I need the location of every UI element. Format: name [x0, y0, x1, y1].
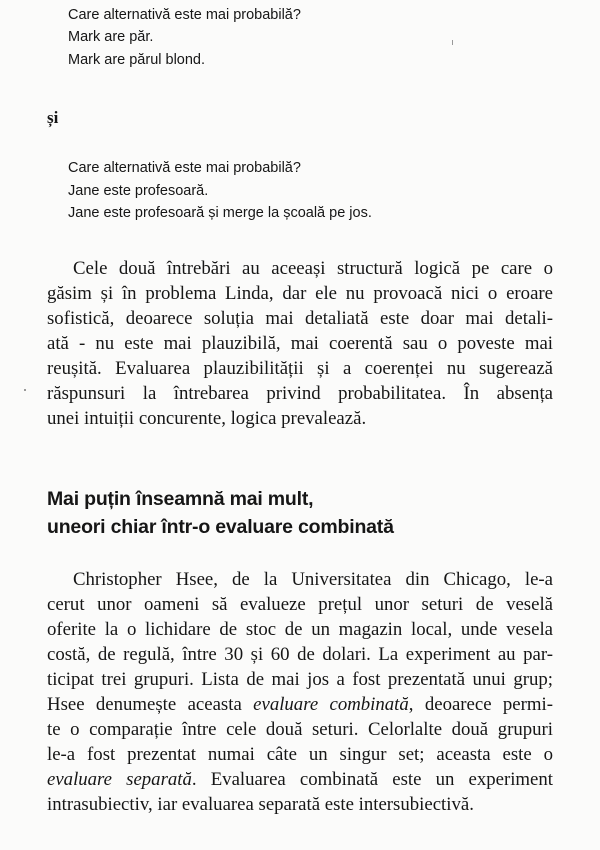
- paragraph2-line: [47, 692, 553, 717]
- paragraph2-line: [47, 767, 553, 792]
- paragraph1-line: unei intuiții concurente, logica prevalează.: [47, 408, 367, 429]
- paragraph2-text: . Evaluarea combinată este un experiment: [191, 769, 553, 790]
- example2-option-b: Jane este profesoară și merge la școală pe jos.: [68, 205, 372, 221]
- section-heading-line-2: uneori chiar într-o evaluare combinată: [47, 516, 394, 538]
- paragraph2-line: oferite la o lichidare de stoc de un magazin local, unde vesela: [47, 619, 553, 640]
- paragraph2-text: , deoarece permi-: [408, 694, 553, 715]
- paragraph2-line: intrasubiectiv, iar evaluarea separată este intersubiectivă.: [47, 794, 474, 815]
- paragraph2-text: Hsee denumește aceasta: [47, 694, 254, 715]
- paragraph2-line: te o comparație între cele două seturi. Celorlalte două grupuri: [47, 719, 553, 740]
- term-evaluare-separata: evaluare separată: [47, 769, 192, 790]
- example1-question: Care alternativă este mai probabilă?: [68, 7, 301, 23]
- paragraph1-line: ată - nu este mai plauzibilă, mai coerentă sau o poveste mai: [47, 333, 553, 354]
- example2-question: Care alternativă este mai probabilă?: [68, 160, 301, 176]
- paragraph1-line: răspunsuri la întrebarea privind probabilitatea. În absența: [47, 383, 553, 404]
- paragraph2-line: cerut unor oameni să evalueze prețul unor seturi de veselă: [47, 594, 553, 615]
- paragraph2-line: Christopher Hsee, de la Universitatea din Chicago, le-a: [73, 569, 553, 590]
- paragraph-2: [47, 567, 553, 817]
- scan-speck: [24, 389, 26, 391]
- paragraph1-line: reușită. Evaluarea plauzibilității și a coerenței nu sugerează: [47, 358, 553, 379]
- paragraph2-line: ticipat trei grupuri. Lista de mai jos a fost prezentată unui grup;: [47, 669, 553, 690]
- section-heading-line-1: Mai puțin înseamnă mai mult,: [47, 488, 314, 510]
- paragraph2-line: le-a fost prezentat numai câte un singur set; aceasta este o: [47, 744, 553, 765]
- term-evaluare-combinata: evaluare combinată: [253, 694, 409, 715]
- example1-option-b: Mark are părul blond.: [68, 52, 206, 68]
- example1-option-a: Mark are păr.: [68, 29, 154, 45]
- paragraph1-line: găsim și în problema Linda, dar ele nu provoacă nici o eroare: [47, 283, 553, 304]
- paragraph2-line: costă, de regulă, între 30 și 60 de dolari. La experiment au par-: [47, 644, 553, 665]
- paragraph-1: [47, 256, 553, 431]
- example2-option-a: Jane este profesoară.: [68, 183, 209, 199]
- paragraph1-line: sofistică, deoarece soluția mai detaliată este doar mai detali-: [47, 308, 553, 329]
- scan-speck: [452, 40, 453, 45]
- connector-word: și: [47, 108, 59, 127]
- section-heading: [47, 485, 394, 541]
- paragraph1-line: Cele două întrebări au aceeași structură logică pe care o: [73, 258, 553, 279]
